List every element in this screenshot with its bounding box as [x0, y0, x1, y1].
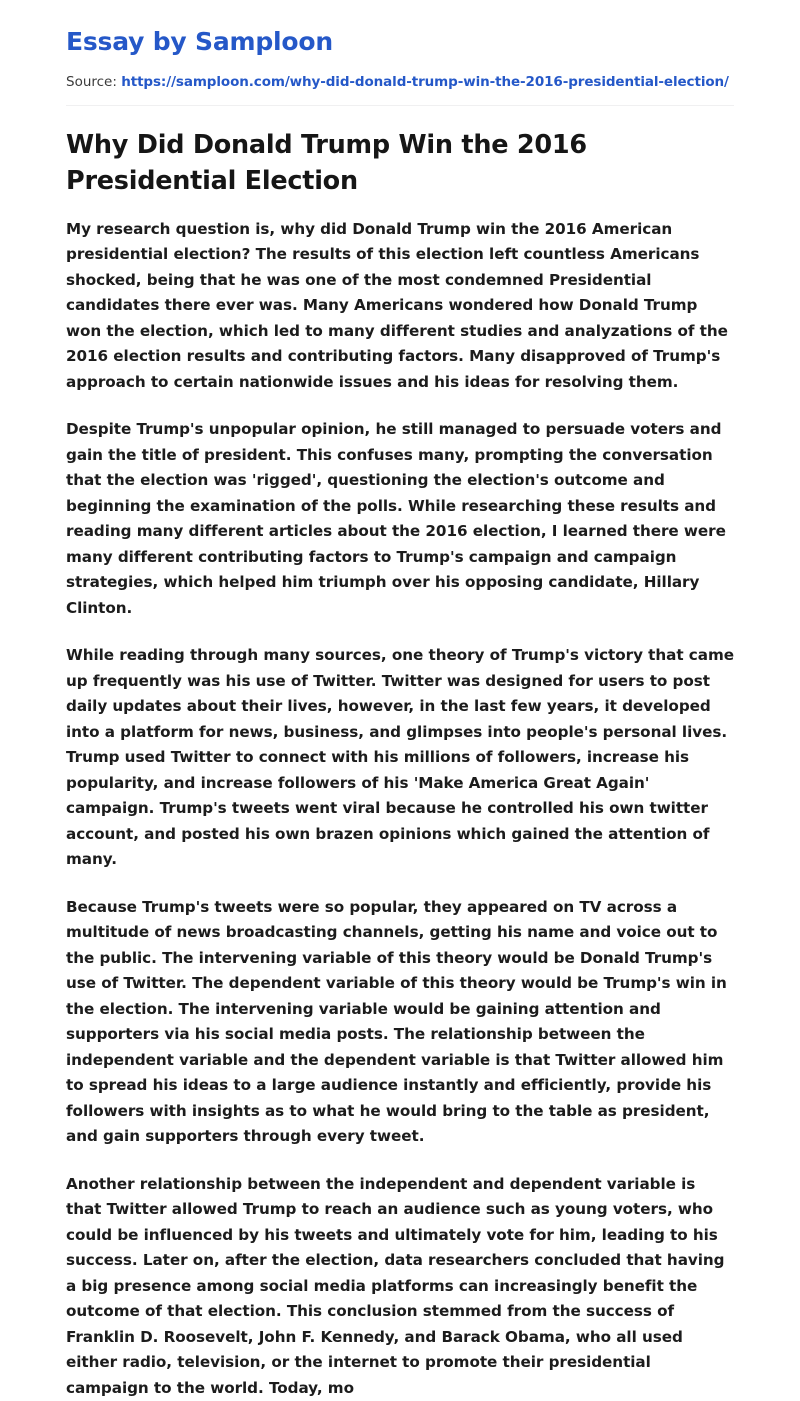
paragraph: While reading through many sources, one theory of Trump's victory that came up frequently was his use of Twitter. Twitter was designed for users to post daily updates about their lives, however, in the last few years, it developed into a platform for news, business, and glimpses into people's personal lives. Trump used Twitter to connect with his millions of followers, increase his popularity, and increase followers of his 'Make America Great Again' campaign. Trump's tweets went viral because he controlled his own twitter account, and posted his own brazen opinions which gained the attention of many.: [66, 646, 734, 869]
paragraph: Because Trump's tweets were so popular, they appeared on TV across a multitude of news broadcasting channels, getting his name and voice out to the public. The intervening variable of this theory would be Donald Trump's use of Twitter. The dependent variable of this theory would be Trump's win in the election. The intervening variable would be gaining attention and supporters via his social media posts. The relationship between the independent variable and the dependent variable is that Twitter allowed him to spread his ideas to a large audience instantly and efficiently, provide his followers with insights as to what he would bring to the table as president, and gain supporters through every tweet.: [66, 897, 727, 1146]
site-header: [66, 0, 734, 57]
page-title: Why Did Donald Trump Win the 2016 Presidential Election: [66, 129, 587, 196]
source-label: Source:: [66, 74, 117, 90]
paragraph: Despite Trump's unpopular opinion, he still managed to persuade voters and gain the title of president. This confuses many, prompting the conversation that the election was 'rigged', questioning the election's outcome and beginning the examination of the polls. While researching these results and reading many different articles about the 2016 election, I learned there were many different contributing factors to Trump's campaign and campaign strategies, which helped him triumph over his opposing candidate, Hillary Clinton.: [66, 420, 726, 617]
header-divider: [66, 105, 734, 106]
source-line: [66, 74, 734, 92]
source-url-link[interactable]: https://samploon.com/why-did-donald-trump-win-the-2016-presidential-election/: [121, 74, 729, 90]
site-brand-logo: Essay by Samploon: [66, 27, 333, 56]
essay-body: [66, 217, 734, 1401]
paragraph: Another relationship between the independent and dependent variable is that Twitter allowed Trump to reach an audience such as young voters, who could be influenced by his tweets and ultimately vote for him, leading to his success. Later on, after the election, data researchers concluded that having a big presence among social media platforms can increasingly benefit the outcome of that election. This conclusion stemmed from the success of Franklin D. Roosevelt, John F. Kennedy, and Barack Obama, who all used either radio, television, or the internet to promote their presidential campaign to the world. Today, mo: [66, 1174, 725, 1397]
paragraph: My research question is, why did Donald Trump win the 2016 American presidential election? The results of this election left countless Americans shocked, being that he was one of the most condemned Presidential candidates there ever was. Many Americans wondered how Donald Trump won the election, which led to many different studies and analyzations of the 2016 election results and contributing factors. Many disapproved of Trump's approach to certain nationwide issues and his ideas for resolving them.: [66, 219, 728, 391]
